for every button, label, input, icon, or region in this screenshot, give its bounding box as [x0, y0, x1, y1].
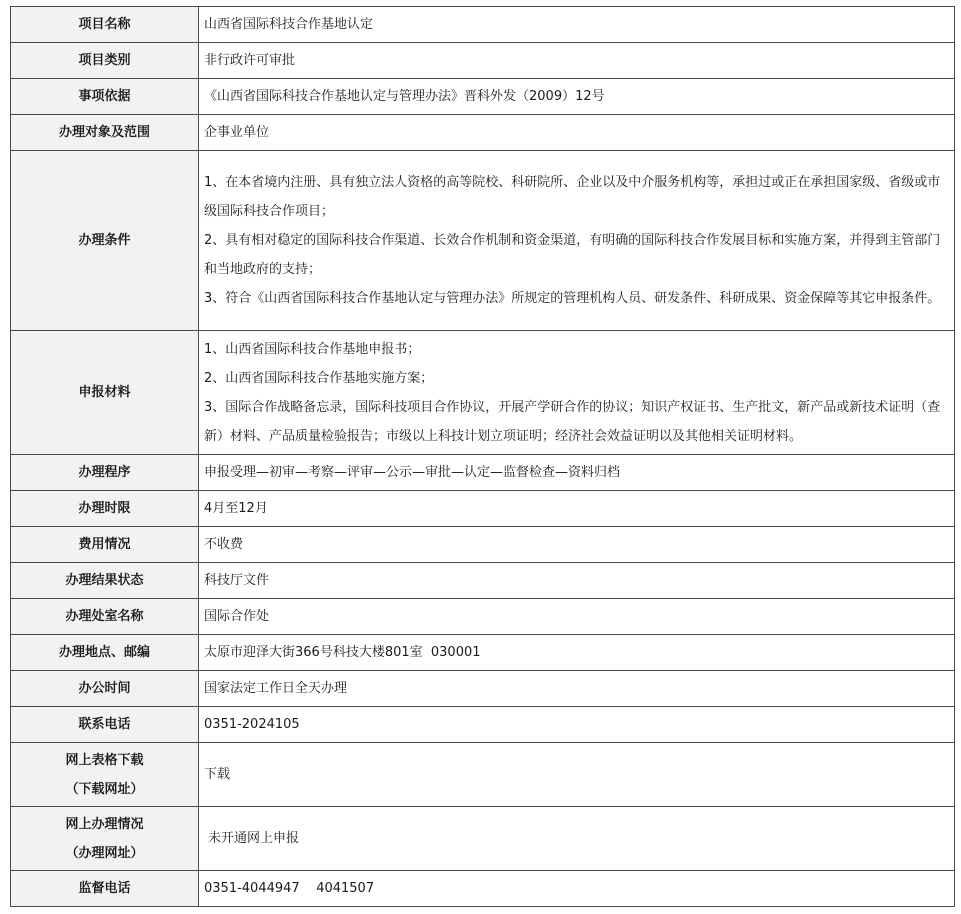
row-value: 未开通网上申报 — [199, 807, 955, 871]
table-row — [11, 331, 955, 455]
row-label: 办理对象及范围 — [11, 115, 199, 151]
row-label — [11, 807, 199, 871]
table-row — [11, 671, 955, 707]
table-row — [11, 7, 955, 43]
row-value: 申报受理—初审—考察—评审—公示—审批—认定—监督检查—资料归档 — [199, 455, 955, 491]
row-label: 费用情况 — [11, 527, 199, 563]
row-value: 国家法定工作日全天办理 — [199, 671, 955, 707]
row-value: 非行政许可审批 — [199, 43, 955, 79]
row-label: 项目类别 — [11, 43, 199, 79]
table-row — [11, 807, 955, 871]
label-line: （下载网址） — [65, 781, 144, 797]
row-value: 山西省国际科技合作基地认定 — [199, 7, 955, 43]
table-row — [11, 527, 955, 563]
condition-paragraph: 1、在本省境内注册、具有独立法人资格的高等院校、科研院所、企业以及中介服务机构等，承担过或正在承担国家级、省级或市级国际科技合作项目； — [204, 175, 941, 219]
table-row — [11, 43, 955, 79]
row-label: 办公时间 — [11, 671, 199, 707]
download-link[interactable]: 下载 — [199, 743, 955, 807]
table-row — [11, 635, 955, 671]
table-row — [11, 455, 955, 491]
row-value: 《山西省国际科技合作基地认定与管理办法》晋科外发（2009）12号 — [199, 79, 955, 115]
row-label: 办理地点、邮编 — [11, 635, 199, 671]
row-label: 办理条件 — [11, 151, 199, 331]
row-value — [199, 151, 955, 331]
row-label: 办理结果状态 — [11, 563, 199, 599]
table-row — [11, 151, 955, 331]
row-label — [11, 743, 199, 807]
row-label: 监督电话 — [11, 871, 199, 907]
table-row — [11, 743, 955, 807]
table-row — [11, 599, 955, 635]
label-line: （办理网址） — [65, 845, 144, 861]
row-label: 办理时限 — [11, 491, 199, 527]
row-label: 事项依据 — [11, 79, 199, 115]
condition-paragraph: 3、符合《山西省国际科技合作基地认定与管理办法》所规定的管理机构人员、研发条件、科研成果、资金保障等其它申报条件。 — [204, 291, 941, 306]
label-line: 网上办理情况 — [65, 816, 144, 832]
row-value: 科技厅文件 — [199, 563, 955, 599]
row-label: 办理程序 — [11, 455, 199, 491]
table-row — [11, 491, 955, 527]
row-value: 国际合作处 — [199, 599, 955, 635]
row-value: 不收费 — [199, 527, 955, 563]
material-paragraph: 1、山西省国际科技合作基地申报书； — [204, 341, 421, 357]
label-line: 网上表格下载 — [65, 752, 144, 768]
material-paragraph: 2、山西省国际科技合作基地实施方案； — [204, 370, 434, 386]
row-label: 联系电话 — [11, 707, 199, 743]
info-table — [10, 6, 955, 907]
condition-paragraph: 2、具有相对稳定的国际科技合作渠道、长效合作机制和资金渠道，有明确的国际科技合作发展目标和实施方案，并得到主管部门和当地政府的支持； — [204, 233, 941, 277]
row-label: 项目名称 — [11, 7, 199, 43]
row-label: 办理处室名称 — [11, 599, 199, 635]
row-value: 0351-4044947 4041507 — [199, 871, 955, 907]
row-value: 0351-2024105 — [199, 707, 955, 743]
table-row — [11, 115, 955, 151]
row-label: 申报材料 — [11, 331, 199, 455]
table-row — [11, 79, 955, 115]
table-row — [11, 707, 955, 743]
table-row — [11, 563, 955, 599]
row-value — [199, 331, 955, 455]
row-value: 太原市迎泽大街366号科技大楼801室 030001 — [199, 635, 955, 671]
row-value: 4月至12月 — [199, 491, 955, 527]
material-paragraph: 3、国际合作战略备忘录，国际科技项目合作协议，开展产学研合作的协议；知识产权证书、生产批文，新产品或新技术证明（查新）材料、产品质量检验报告；市级以上科技计划立项证明；经济社会效益证明以及其他相关证明材料。 — [204, 399, 941, 444]
row-value: 企事业单位 — [199, 115, 955, 151]
table-row — [11, 871, 955, 907]
